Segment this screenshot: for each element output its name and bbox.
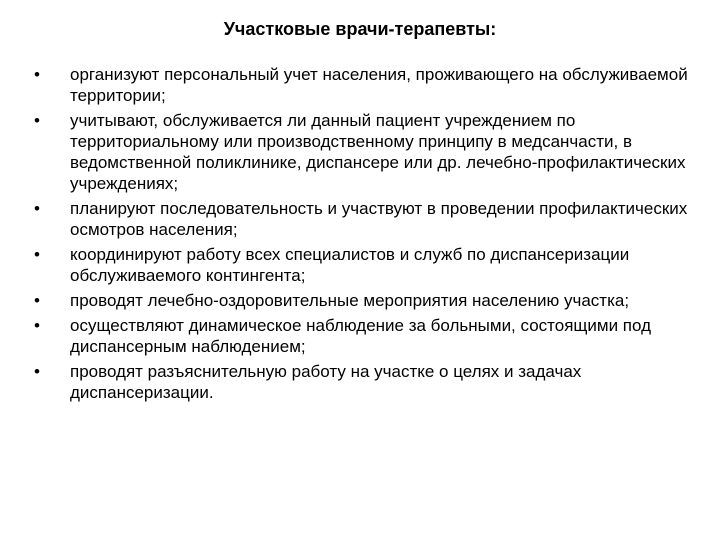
slide-title: Участковые врачи-терапевты:: [223, 19, 497, 39]
bullet-text: осуществляют динамическое наблюдение за больными, состоящими под диспансерным наблюдением;: [70, 316, 652, 356]
bullet-icon: •: [34, 316, 40, 335]
bullet-icon: •: [34, 245, 40, 264]
bullet-icon: •: [34, 111, 40, 130]
bullet-item: [34, 64, 688, 106]
bullet-item: [34, 290, 688, 311]
bullet-icon: •: [34, 362, 40, 381]
bullet-text: проводят лечебно-оздоровительные мероприятия населению участка;: [70, 291, 630, 310]
bullet-icon: •: [34, 65, 40, 84]
bullet-text: проводят разъяснительную работу на участке о целях и задачах диспансеризации.: [70, 362, 582, 402]
bullet-item: [34, 361, 688, 403]
bullet-text: организуют персональный учет населения, проживающего на обслуживаемой территории;: [70, 65, 688, 105]
bullet-item: [34, 198, 688, 240]
bullet-text: планируют последовательность и участвуют в проведении профилактических осмотров населения;: [70, 199, 688, 239]
bullet-text: координируют работу всех специалистов и служб по диспансеризации обслуживаемого контингента;: [70, 245, 630, 285]
bullet-icon: •: [34, 199, 40, 218]
bullet-icon: •: [34, 291, 40, 310]
bullet-text: учитывают, обслуживается ли данный пациент учреждением по территориальному или производственному принципу в медсанчасти, в ведомственной поликлинике, диспансере или др. лечебно-профилактических учреждениях;: [70, 111, 686, 193]
bullet-item: [34, 244, 688, 286]
bullet-item: [34, 315, 688, 357]
bullet-list: [34, 64, 688, 407]
bullet-item: [34, 110, 688, 194]
